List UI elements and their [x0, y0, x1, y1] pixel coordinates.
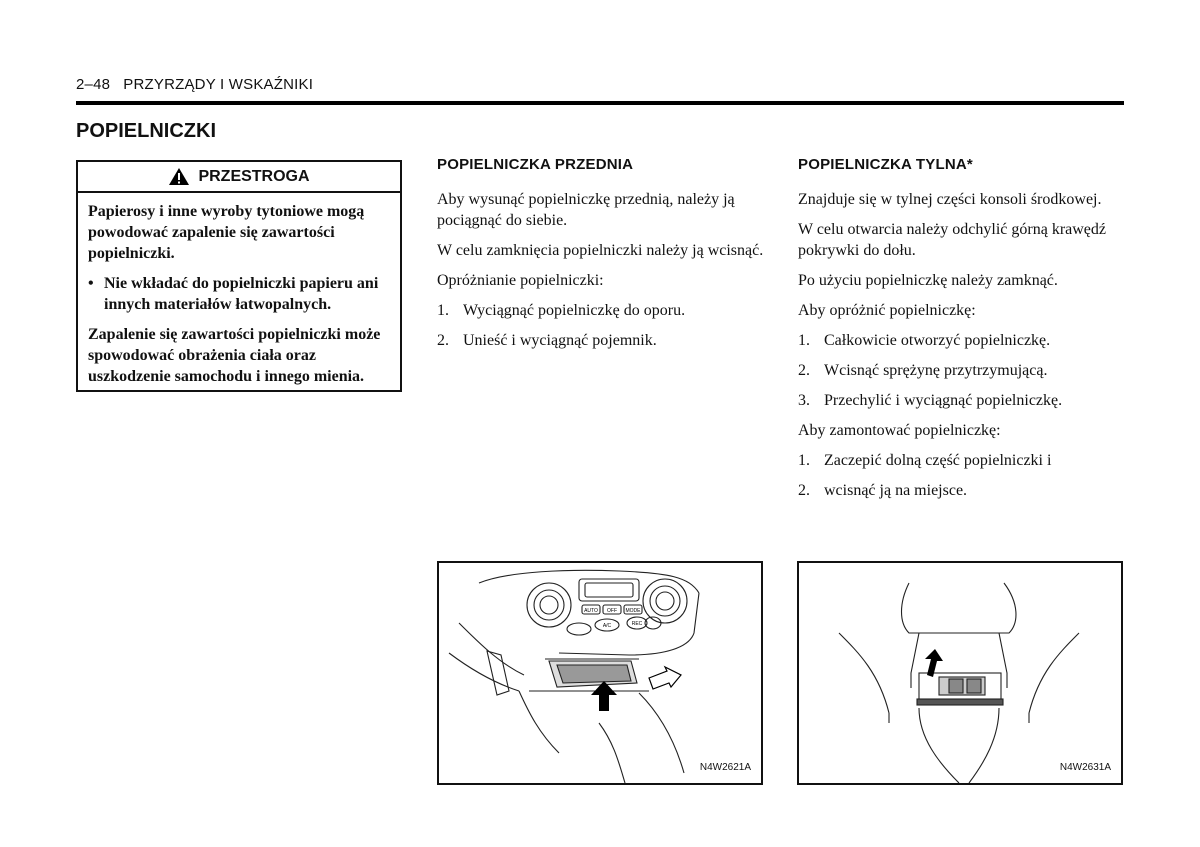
front-ashtray-column: [437, 156, 767, 360]
front-paragraph: W celu zamknięcia popielniczki należy ją wcisnąć.: [437, 242, 764, 259]
panel-label-ac: A/C: [602, 623, 612, 629]
page-header: [76, 76, 313, 93]
header-rule: [76, 101, 1124, 105]
panel-label-off: OFF: [607, 608, 617, 614]
rear-paragraph: W celu otwarcia należy odchylić górną krawędź pokrywki do dołu.: [798, 221, 1106, 259]
caution-box: [76, 160, 402, 392]
front-ashtray-figure: [437, 561, 763, 785]
rear-paragraph: Znajduje się w tylnej części konsoli środkowej.: [798, 191, 1102, 208]
front-step: [437, 300, 767, 321]
caution-body: [78, 193, 400, 387]
step-text: Przechylić i wyciągnąć popielniczkę.: [824, 392, 1063, 409]
caution-bullet: [88, 273, 392, 315]
front-ashtray-illustration: [439, 563, 761, 783]
panel-label-rec: REC: [631, 621, 643, 627]
section-title: POPIELNICZKI: [76, 120, 217, 142]
caution-title: PRZESTROGA: [198, 167, 310, 185]
rear-ashtray-figure: [797, 561, 1123, 785]
rear-step: [798, 360, 1128, 381]
step-text: Całkowicie otworzyć popielniczkę.: [824, 332, 1051, 349]
rear-ashtray-column: [798, 156, 1128, 510]
rear-heading: POPIELNICZKA TYLNA*: [798, 156, 973, 173]
step-text: Wyciągnąć popielniczkę do oporu.: [463, 302, 686, 319]
rear-paragraph: Aby opróżnić popielniczkę:: [798, 302, 976, 319]
step-number: 2.: [798, 482, 810, 499]
step-number: 1.: [437, 302, 449, 319]
front-paragraph: Aby wysunąć popielniczkę przednią, należy ją pociągnąć do siebie.: [437, 191, 735, 229]
warning-triangle-icon: [168, 167, 190, 186]
step-text: Zaczepić dolną część popielniczki i: [824, 452, 1052, 469]
caution-paragraph: Papierosy i inne wyroby tytoniowe mogą powodować zapalenie się zawartości popielniczki.: [88, 203, 365, 262]
front-heading: POPIELNICZKA PRZEDNIA: [437, 156, 634, 173]
front-paragraph: Opróżnianie popielniczki:: [437, 272, 604, 289]
step-number: 2.: [798, 362, 810, 379]
rear-paragraph: Aby zamontować popielniczkę:: [798, 422, 1001, 439]
step-number: 1.: [798, 332, 810, 349]
step-text: Unieść i wyciągnąć pojemnik.: [463, 332, 657, 349]
step-number: 3.: [798, 392, 810, 409]
figure-code: N4W2621A: [699, 762, 751, 773]
step-text: Wcisnąć sprężynę przytrzymującą.: [824, 362, 1048, 379]
panel-label-auto: AUTO: [584, 608, 598, 614]
rear-step: [798, 450, 1128, 471]
caution-bullet-text: Nie wkładać do popielniczki papieru ani innych materiałów łatwopalnych.: [104, 275, 379, 313]
rear-step: [798, 480, 1128, 501]
step-number: 2.: [437, 332, 449, 349]
caution-paragraph: Zapalenie się zawartości popielniczki może spowodować obrażenia ciała oraz uszkodzenie samochodu i innego mienia.: [88, 326, 381, 385]
bullet-icon: •: [88, 275, 94, 292]
rear-step: [798, 330, 1128, 351]
rear-ashtray-illustration: [799, 563, 1121, 783]
front-step: [437, 330, 767, 351]
step-text: wcisnąć ją na miejsce.: [824, 482, 968, 499]
chapter-title: PRZYRZĄDY I WSKAŹNIKI: [123, 76, 314, 93]
figure-code: N4W2631A: [1059, 762, 1111, 773]
page-number: 2–48: [76, 76, 111, 93]
step-number: 1.: [798, 452, 810, 469]
panel-label-mode: MODE: [625, 608, 641, 614]
rear-step: [798, 390, 1128, 411]
caution-header: [78, 162, 400, 193]
rear-paragraph: Po użyciu popielniczkę należy zamknąć.: [798, 272, 1058, 289]
